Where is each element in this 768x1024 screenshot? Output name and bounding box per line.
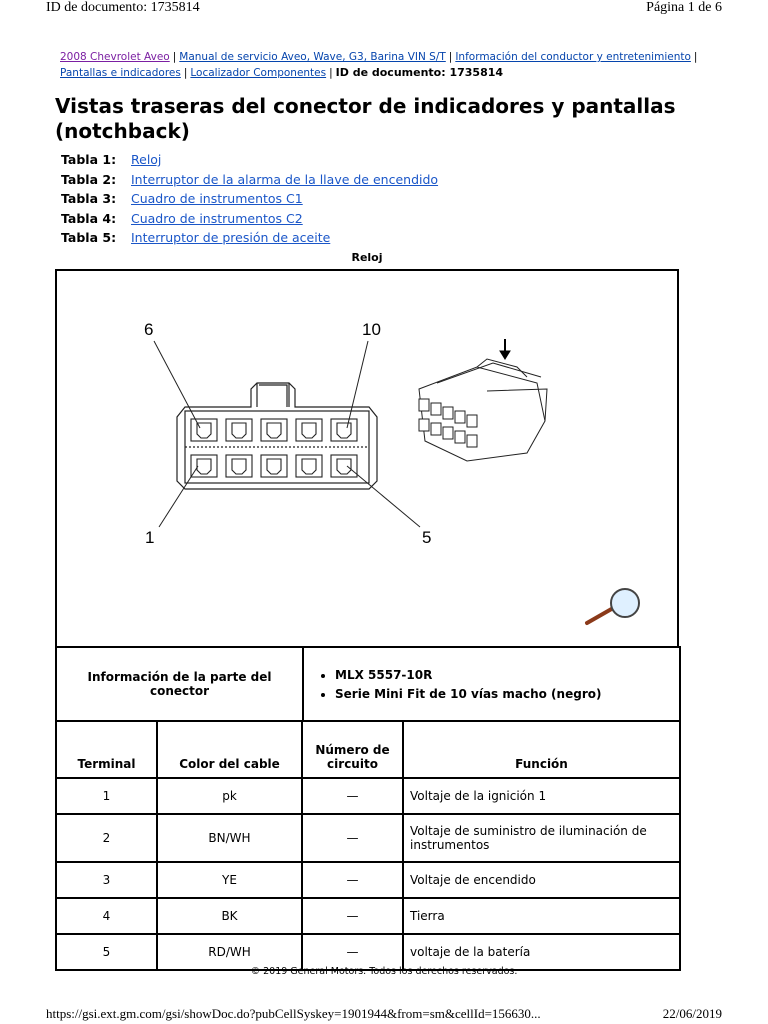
- table-index-row: [61, 211, 438, 231]
- connector-terminal: [337, 423, 351, 438]
- connector-info-bullet: • Serie Mini Fit de 10 vías macho (negro): [335, 687, 678, 701]
- circuit-cell: —: [302, 778, 403, 814]
- table-row: [56, 778, 680, 814]
- table-row: [56, 862, 680, 898]
- print-footer-url: https://gsi.ext.gm.com/gsi/showDoc.do?pubCellSyskey=1901944&from=sm&cellId=156630...: [46, 1006, 541, 1021]
- print-header-doc-id: ID de documento: 1735814: [46, 0, 200, 15]
- table-index-label: Tabla 1:: [61, 152, 117, 167]
- table-index-link[interactable]: Reloj: [131, 152, 162, 167]
- breadcrumb-link-locator[interactable]: Localizador Componentes: [190, 67, 327, 79]
- column-header-terminal: Terminal: [56, 721, 157, 778]
- print-header-page: Página 1 de 6: [646, 0, 722, 15]
- function-cell: Voltaje de suministro de iluminación de instrumentos: [403, 814, 680, 862]
- pin-label-6: 6: [144, 320, 154, 339]
- breadcrumb: 2008 Chevrolet Aveo | Manual de servicio Aveo, Wave, G3, Barina VIN S/T | Información del conductor y entretenimiento | Pantallas e indicadores | Localizador Componentes | ID de documento: 1735814: [60, 51, 698, 79]
- connector-terminal: [197, 459, 211, 474]
- terminal-cell: 3: [56, 862, 157, 898]
- table-index-row: [61, 191, 438, 211]
- wire-color-cell: pk: [157, 778, 302, 814]
- column-header-circuit: Número de circuito: [302, 721, 403, 778]
- circuit-cell: —: [302, 934, 403, 970]
- table-index-row: [61, 172, 438, 192]
- connector-info-table: [55, 646, 681, 722]
- wire-color-cell: YE: [157, 862, 302, 898]
- table-index-link[interactable]: Interruptor de presión de aceite: [131, 230, 331, 245]
- table-index-label: Tabla 3:: [61, 191, 117, 206]
- terminal-cell: 2: [56, 814, 157, 862]
- connector-terminal: [267, 459, 281, 474]
- function-cell: Tierra: [403, 898, 680, 934]
- copyright: © 2019 General Motors. Todos los derechos reservados.: [250, 966, 518, 977]
- connector-iso-view: [419, 359, 547, 461]
- function-cell: Voltaje de la ignición 1: [403, 778, 680, 814]
- pin-label-1: 1: [145, 528, 155, 547]
- print-header: [46, 0, 722, 18]
- pin-label-5: 5: [422, 528, 432, 547]
- breadcrumb-link-manual[interactable]: Manual de servicio Aveo, Wave, G3, Barina VIN S/T: [179, 51, 446, 63]
- connector-terminal: [232, 423, 246, 438]
- table-index-link[interactable]: Cuadro de instrumentos C1: [131, 191, 303, 206]
- connector-terminal: [267, 423, 281, 438]
- wire-color-cell: RD/WH: [157, 934, 302, 970]
- figure-caption: Reloj: [351, 251, 383, 264]
- table-index-label: Tabla 2:: [61, 171, 117, 187]
- circuit-cell: —: [302, 898, 403, 934]
- table-index: [61, 152, 438, 250]
- table-index-link[interactable]: Interruptor de la alarma de la llave de encendido: [131, 171, 439, 187]
- terminal-cell: 4: [56, 898, 157, 934]
- function-cell: Voltaje de encendido: [403, 862, 680, 898]
- connector-terminal: [337, 459, 351, 474]
- terminal-cell: 1: [56, 778, 157, 814]
- circuit-cell: —: [302, 862, 403, 898]
- terminal-cell: 5: [56, 934, 157, 970]
- terminal-table: [55, 720, 681, 971]
- circuit-cell: —: [302, 814, 403, 862]
- breadcrumb-link-vehicle[interactable]: 2008 Chevrolet Aveo: [60, 51, 170, 63]
- function-cell: voltaje de la batería: [403, 934, 680, 970]
- connector-info-label: Información de la parte del conector: [56, 647, 303, 721]
- table-index-row: [61, 152, 438, 172]
- magnifier-icon[interactable]: [587, 589, 639, 623]
- breadcrumb-link-section[interactable]: Información del conductor y entretenimiento: [455, 51, 691, 63]
- connector-terminal: [302, 423, 316, 438]
- page-title: Vistas traseras del conector de indicadores y pantallas (notchback): [55, 94, 676, 143]
- connector-terminal: [232, 459, 246, 474]
- table-index-row: [61, 230, 438, 250]
- column-header-wire-color: Color del cable: [157, 721, 302, 778]
- table-index-label: Tabla 5:: [61, 230, 117, 245]
- print-footer-date: 22/06/2019: [662, 1006, 722, 1021]
- breadcrumb-doc-id: ID de documento: 1735814: [335, 66, 504, 79]
- table-index-link[interactable]: Cuadro de instrumentos C2: [131, 210, 303, 226]
- table-row: [56, 898, 680, 934]
- print-footer: [46, 1006, 722, 1022]
- breadcrumb-link-subsection[interactable]: Pantallas e indicadores: [60, 67, 181, 79]
- connector-info-values: [303, 647, 680, 721]
- connector-diagram: [57, 271, 681, 649]
- connector-figure: [55, 269, 679, 647]
- table-index-label: Tabla 4:: [61, 210, 117, 226]
- column-header-function: Función: [403, 721, 680, 778]
- table-row: [56, 814, 680, 862]
- wire-color-cell: BN/WH: [157, 814, 302, 862]
- arrow-down-icon: [500, 339, 510, 359]
- wire-color-cell: BK: [157, 898, 302, 934]
- pin-label-10: 10: [362, 320, 381, 339]
- connector-info-bullet: • MLX 5557-10R: [335, 668, 678, 682]
- table-row: [56, 934, 680, 970]
- connector-terminal: [302, 459, 316, 474]
